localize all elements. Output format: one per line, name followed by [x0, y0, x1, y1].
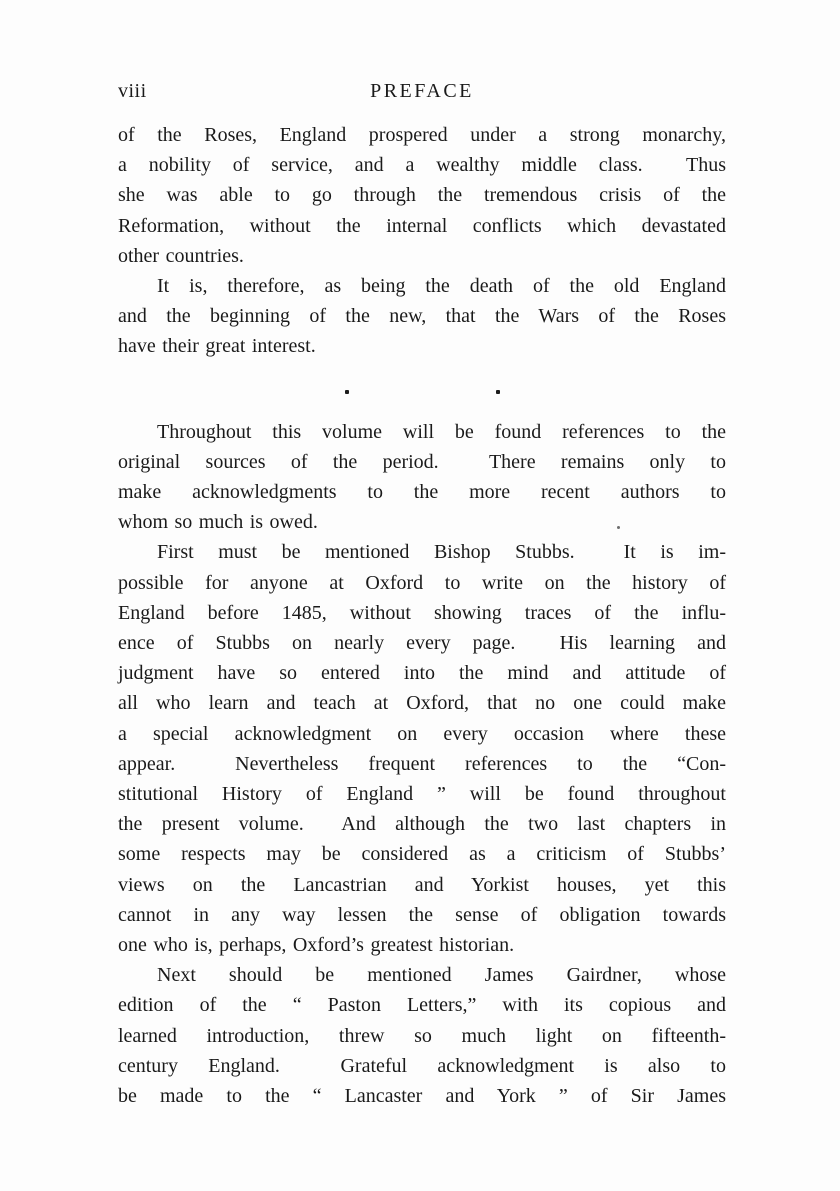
text-line: Reformation, without the internal conflicts which devastated [118, 214, 726, 237]
text-line: the present volume. And although the two last chapters in [118, 813, 726, 836]
text-line: and the beginning of the new, that the Wars of the Roses [118, 305, 726, 328]
separator-dot [345, 390, 349, 394]
paragraph [118, 417, 726, 538]
running-header [118, 78, 726, 104]
page-number: viii [118, 80, 147, 102]
text-line: edition of the “ Paston Letters,” with its copious and [118, 994, 726, 1017]
text-line: original sources of the period. There remains only to [118, 450, 726, 473]
text-line: views on the Lancastrian and Yorkist houses, yet this [118, 873, 726, 896]
text-line: century England. Grateful acknowledgment is also to [118, 1054, 726, 1077]
text-line: a special acknowledgment on every occasion where these [118, 722, 726, 745]
text-line: she was able to go through the tremendous crisis of the [118, 184, 726, 207]
text-line: cannot in any way lessen the sense of obligation towards [118, 903, 726, 926]
text-line: other countries. [118, 244, 244, 267]
text-line: appear. Nevertheless frequent references to the “Con- [118, 752, 726, 775]
text-line: judgment have so entered into the mind and attitude of [118, 662, 726, 685]
paragraph [118, 960, 726, 1111]
text-line: Throughout this volume will be found references to the [157, 420, 726, 443]
text-line: learned introduction, threw so much light on fifteenth- [118, 1024, 726, 1047]
paragraph [118, 271, 726, 362]
text-line: ence of Stubbs on nearly every page. His learning and [118, 632, 726, 655]
text-line: be made to the “ Lancaster and York ” of Sir James [118, 1085, 726, 1108]
body-text [118, 120, 726, 1111]
text-line: First must be mentioned Bishop Stubbs. It is im- [157, 541, 726, 564]
paragraph [118, 120, 726, 271]
text-line: of the Roses, England prospered under a strong monarchy, [118, 124, 726, 146]
separator-dot [496, 390, 500, 394]
text-line: have their great interest. [118, 335, 316, 358]
text-line: stitutional History of England ” will be found throughout [118, 783, 726, 806]
text-line: whom so much is owed. [118, 511, 318, 534]
text-line: Next should be mentioned James Gairdner, whose [157, 964, 726, 987]
text-line: possible for anyone at Oxford to write on the history of [118, 571, 726, 594]
scan-speck [617, 526, 620, 529]
text-line: one who is, perhaps, Oxford’s greatest historian. [118, 934, 515, 957]
text-line: It is, therefore, as being the death of the old England [157, 275, 726, 298]
text-line: England before 1485, without showing traces of the influ- [118, 601, 726, 624]
text-line: all who learn and teach at Oxford, that no one could make [118, 692, 726, 715]
text-line: a nobility of service, and a wealthy middle class. Thus [118, 154, 726, 177]
page-title: PREFACE [370, 80, 474, 102]
text-line: make acknowledgments to the more recent authors to [118, 481, 726, 504]
section-separator [118, 362, 726, 417]
paragraph [118, 537, 726, 960]
text-line: some respects may be considered as a criticism of Stubbs’ [118, 843, 726, 866]
